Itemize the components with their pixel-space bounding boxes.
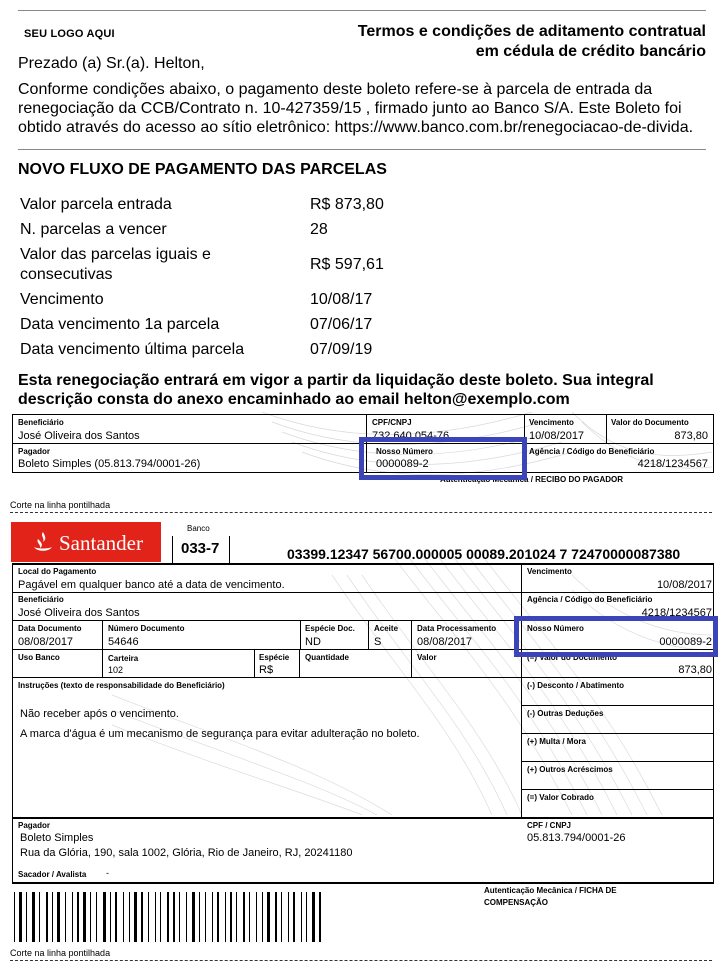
barcode-bar: [288, 892, 289, 942]
slip-agencia-value: 4218/1234567: [641, 607, 712, 619]
receipt-valor-doc-label: Valor do Documento: [611, 418, 689, 427]
slip-especie-doc-label: Espécie Doc.: [305, 624, 355, 633]
slip-numero-documento-value: 54646: [108, 636, 139, 648]
slip-instrucao-2: A marca d'água é um mecanismo de segurança para evitar adulteração no boleto.: [20, 728, 420, 740]
barcode-bar: [57, 892, 60, 942]
receipt-beneficiario-value: José Oliveira dos Santos: [18, 430, 140, 442]
barcode-bar: [160, 892, 161, 942]
flow-value-ultima: 07/09/19: [310, 341, 373, 358]
slip-vencimento-label: Vencimento: [527, 567, 572, 576]
barcode-bar: [301, 892, 302, 942]
slip-data-documento-value: 08/08/2017: [18, 636, 74, 648]
barcode-bar: [32, 892, 35, 942]
receipt-vencimento-label: Vencimento: [529, 418, 574, 427]
slip-col-data-proc: [411, 620, 412, 677]
flow-value-entrada: R$ 873,80: [310, 196, 384, 213]
slip-beneficiario-label: Beneficiário: [18, 595, 64, 604]
barcode-bar: [236, 892, 237, 942]
slip-col-especie-doc: [300, 620, 301, 649]
santander-logo: [11, 522, 161, 562]
slip-cpf-cnpj-label: CPF / CNPJ: [527, 821, 572, 830]
barcode-bar: [141, 892, 143, 942]
barcode-bar: [14, 892, 15, 942]
flow-value-vencimento: 10/08/17: [310, 291, 373, 308]
barcode-bar: [225, 892, 226, 942]
slip-instrucoes-label: Instruções (texto de responsabilidade do Beneficiário): [18, 681, 225, 690]
intro-line-1: Conforme condições abaixo, o pagamento deste boleto refere-se à parcela de entrada da: [18, 81, 653, 98]
slip-banco-divider-left: [172, 536, 173, 563]
intro-line-2: renegociação da CCB/Contrato n. 10-427359/15 , firmado junto ao Banco S/A. Este Boleto foi: [18, 100, 682, 117]
slip-cut-line: [10, 960, 712, 961]
slip-sacador-label: Sacador / Avalista: [18, 870, 87, 879]
slip-banco-code: 033-7: [181, 540, 220, 557]
document-title: [246, 22, 706, 62]
slip-carteira-value: 102: [108, 665, 124, 675]
intro-paragraph: [18, 80, 718, 137]
receipt-agencia-label: Agência / Código do Beneficiário: [529, 447, 655, 456]
flow-label-parcelas: N. parcelas a vencer: [20, 221, 167, 238]
slip-multa-label: (+) Multa / Mora: [527, 737, 586, 746]
intro-line-3: obtido através do acesso ao sítio eletrônico: https://www.banco.com.br/renegociacao-de-divida.: [18, 119, 694, 136]
flow-label-vencimento: Vencimento: [20, 291, 104, 308]
slip-right-line-3: [522, 761, 714, 762]
greeting: Prezado (a) Sr.(a). Helton,: [18, 55, 205, 72]
barcode-bar: [230, 892, 232, 942]
barcode-bar: [110, 892, 111, 942]
title-line-2: em cédula de crédito bancário: [475, 43, 706, 60]
slip-pagador-border: [12, 817, 714, 819]
barcode-bar: [212, 892, 213, 942]
flow-label-primeira: Data vencimento 1a parcela: [20, 316, 220, 333]
slip-local-value: Pagável em qualquer banco até a data de vencimento.: [18, 579, 285, 591]
barcode-bar: [96, 892, 97, 942]
receipt-cut-label: Corte na linha pontilhada: [10, 500, 111, 510]
slip-valor-documento-value: 873,80: [678, 664, 712, 676]
slip-cut-label: Corte na linha pontilhada: [10, 948, 111, 958]
slip-pagador-address: Rua da Glória, 190, sala 1002, Glória, Rio de Janeiro, RJ, 20241180: [20, 847, 353, 859]
notice-text: [18, 371, 718, 409]
slip-linha-digitavel: 03399.12347 56700.000005 00089.201024 7 72470000087380: [287, 546, 681, 562]
barcode-bar: [155, 892, 156, 942]
flow-value-primeira: 07/06/17: [310, 316, 373, 333]
barcode-bar: [52, 892, 53, 942]
receipt-cpf-label: CPF/CNPJ: [372, 418, 412, 427]
barcode-bar: [217, 892, 219, 942]
receipt-nosso-numero-value: 0000089-2: [376, 458, 429, 470]
barcode-bar: [26, 892, 27, 942]
barcode-bar: [205, 892, 206, 942]
slip-nosso-numero-label: Nosso Número: [527, 624, 584, 633]
slip-carteira-label: Carteira: [108, 654, 139, 663]
barcode-bar: [249, 892, 250, 942]
slip-right-line-1: [522, 705, 714, 706]
slip-outras-deducoes-label: (-) Outras Deduções: [527, 709, 604, 718]
barcode-bar: [293, 892, 295, 942]
barcode-bar: [192, 892, 195, 942]
receipt-top-border: [12, 414, 714, 415]
receipt-nosso-numero-label: Nosso Número: [376, 447, 433, 456]
slip-especie-value: R$: [259, 664, 274, 676]
receipt-beneficiario-label: Beneficiário: [18, 418, 64, 427]
barcode-bar: [319, 892, 321, 942]
barcode-bar: [281, 892, 282, 942]
flow-label-entrada: Valor parcela entrada: [20, 196, 172, 213]
slip-nosso-numero-value: 0000089-2: [659, 636, 712, 648]
receipt-valor-doc-value: 873,80: [674, 430, 708, 442]
slip-right-line-2: [522, 733, 714, 734]
slip-col-numero-doc: [102, 620, 103, 677]
barcode-bar: [167, 892, 169, 942]
barcode-bar: [186, 892, 187, 942]
slip-col-quantidade: [299, 649, 300, 677]
slip-line-4: [12, 677, 714, 678]
barcode-bar: [275, 892, 277, 942]
receipt-cpf-value: 732.640.054-76: [372, 430, 450, 442]
slip-cpf-cnpj-value: 05.813.794/0001-26: [527, 832, 626, 844]
slip-right-border: [713, 563, 714, 883]
barcode: [14, 892, 424, 942]
flow-value-parcelas-iguais: R$ 597,61: [310, 256, 384, 273]
receipt-right-border: [713, 414, 714, 473]
top-rule: [18, 10, 706, 11]
slip-quantidade-label: Quantidade: [305, 653, 350, 662]
barcode-bar: [173, 892, 175, 942]
slip-vencimento-value: 10/08/2017: [656, 579, 712, 591]
slip-line-1: [12, 592, 714, 593]
slip-bottom-border: [12, 882, 714, 884]
barcode-bar: [46, 892, 48, 942]
barcode-bar: [90, 892, 91, 942]
slip-beneficiario-value: José Oliveira dos Santos: [18, 607, 140, 619]
barcode-bar: [65, 892, 66, 942]
barcode-bar: [83, 892, 86, 942]
barcode-bar: [148, 892, 149, 942]
slip-outros-acrescimos-label: (+) Outros Acréscimos: [527, 765, 613, 774]
company-logo: SEU LOGO AQUI: [24, 28, 115, 40]
receipt-pagador-label: Pagador: [18, 447, 51, 456]
receipt-nosso-numero-highlight: [359, 437, 527, 480]
barcode-bar: [19, 892, 22, 942]
slip-banco-divider-right: [229, 536, 230, 563]
slip-local-label: Local do Pagamento: [18, 567, 97, 576]
slip-right-column-divider: [521, 563, 522, 818]
title-line-1: Termos e condições de aditamento contratual: [357, 23, 706, 40]
barcode-bar: [129, 892, 130, 942]
slip-col-especie: [254, 649, 255, 677]
slip-uso-banco-label: Uso Banco: [18, 653, 60, 662]
flow-label-parcelas-iguais-line2: consecutivas: [20, 266, 113, 283]
receipt-cut-line: [10, 512, 712, 513]
flow-label-ultima: Data vencimento última parcela: [20, 341, 245, 358]
slip-agencia-label: Agência / Código do Beneficiário: [527, 595, 653, 604]
barcode-bar: [179, 892, 180, 942]
slip-nosso-numero-highlight: [514, 616, 718, 657]
slip-data-processamento-label: Data Processamento: [417, 624, 497, 633]
receipt-vencimento-value: 10/08/2017: [529, 430, 585, 442]
santander-logo-text: Santander: [59, 531, 143, 555]
slip-left-border: [12, 563, 13, 883]
barcode-bar: [39, 892, 40, 942]
slip-banco-label: Banco: [187, 524, 210, 533]
barcode-bar: [199, 892, 200, 942]
slip-valor-label: Valor: [417, 653, 437, 662]
notice-line-2: descrição consta do anexo encaminhado ao email helton@exemplo.com: [18, 391, 570, 408]
slip-valor-cobrado-label: (=) Valor Cobrado: [527, 793, 594, 802]
barcode-bar: [123, 892, 124, 942]
slip-desconto-label: (-) Desconto / Abatimento: [527, 681, 625, 690]
slip-aceite-label: Aceite: [374, 624, 399, 633]
slip-valor-documento-label: (=) Valor do Documento: [527, 653, 618, 662]
slip-aceite-value: S: [374, 636, 382, 648]
flow-value-parcelas: 28: [310, 221, 328, 238]
slip-right-line-4: [522, 789, 714, 790]
slip-instrucao-1: Não receber após o vencimento.: [20, 708, 179, 720]
barcode-bar: [306, 892, 307, 942]
slip-autenticacao-line1: Autenticação Mecânica / FICHA DE: [484, 886, 617, 895]
receipt-left-border: [12, 414, 13, 473]
flow-label-parcelas-iguais-line1: Valor das parcelas iguais e: [20, 246, 211, 263]
receipt-divider-3: [606, 414, 607, 443]
barcode-bar: [243, 892, 245, 942]
payment-flow-title: NOVO FLUXO DE PAGAMENTO DAS PARCELAS: [18, 161, 387, 178]
barcode-bar: [267, 892, 270, 942]
slip-sacador-value: -: [106, 868, 109, 878]
slip-pagador-name: Boleto Simples: [20, 832, 94, 844]
slip-numero-documento-label: Número Documento: [108, 624, 185, 633]
receipt-autenticacao: Autenticação Mecânica / RECIBO DO PAGADOR: [440, 475, 623, 484]
santander-flame-icon: [31, 530, 55, 554]
slip-especie-label: Espécie: [259, 653, 290, 662]
barcode-bar: [103, 892, 106, 942]
barcode-bar: [134, 892, 137, 942]
receipt-pagador-value: Boleto Simples (05.813.794/0001-26): [18, 458, 201, 470]
slip-top-border: [12, 563, 714, 565]
barcode-bar: [256, 892, 257, 942]
slip-data-processamento-value: 08/08/2017: [417, 636, 473, 648]
slip-pagador-label: Pagador: [18, 821, 51, 830]
slip-col-aceite: [368, 620, 369, 649]
barcode-bar: [72, 892, 73, 942]
barcode-bar: [262, 892, 263, 942]
slip-autenticacao-line2: COMPENSAÇÃO: [484, 898, 549, 907]
slip-data-documento-label: Data Documento: [18, 624, 82, 633]
flow-label-parcelas-iguais: [20, 245, 211, 285]
barcode-bar: [312, 892, 315, 942]
receipt-agencia-value: 4218/1234567: [637, 458, 708, 470]
barcode-bar: [115, 892, 117, 942]
barcode-bar: [77, 892, 79, 942]
notice-line-1: Esta renegociação entrará em vigor a partir da liquidação deste boleto. Sua integral: [18, 372, 654, 389]
middle-rule: [18, 149, 706, 150]
slip-especie-doc-value: ND: [305, 636, 321, 648]
